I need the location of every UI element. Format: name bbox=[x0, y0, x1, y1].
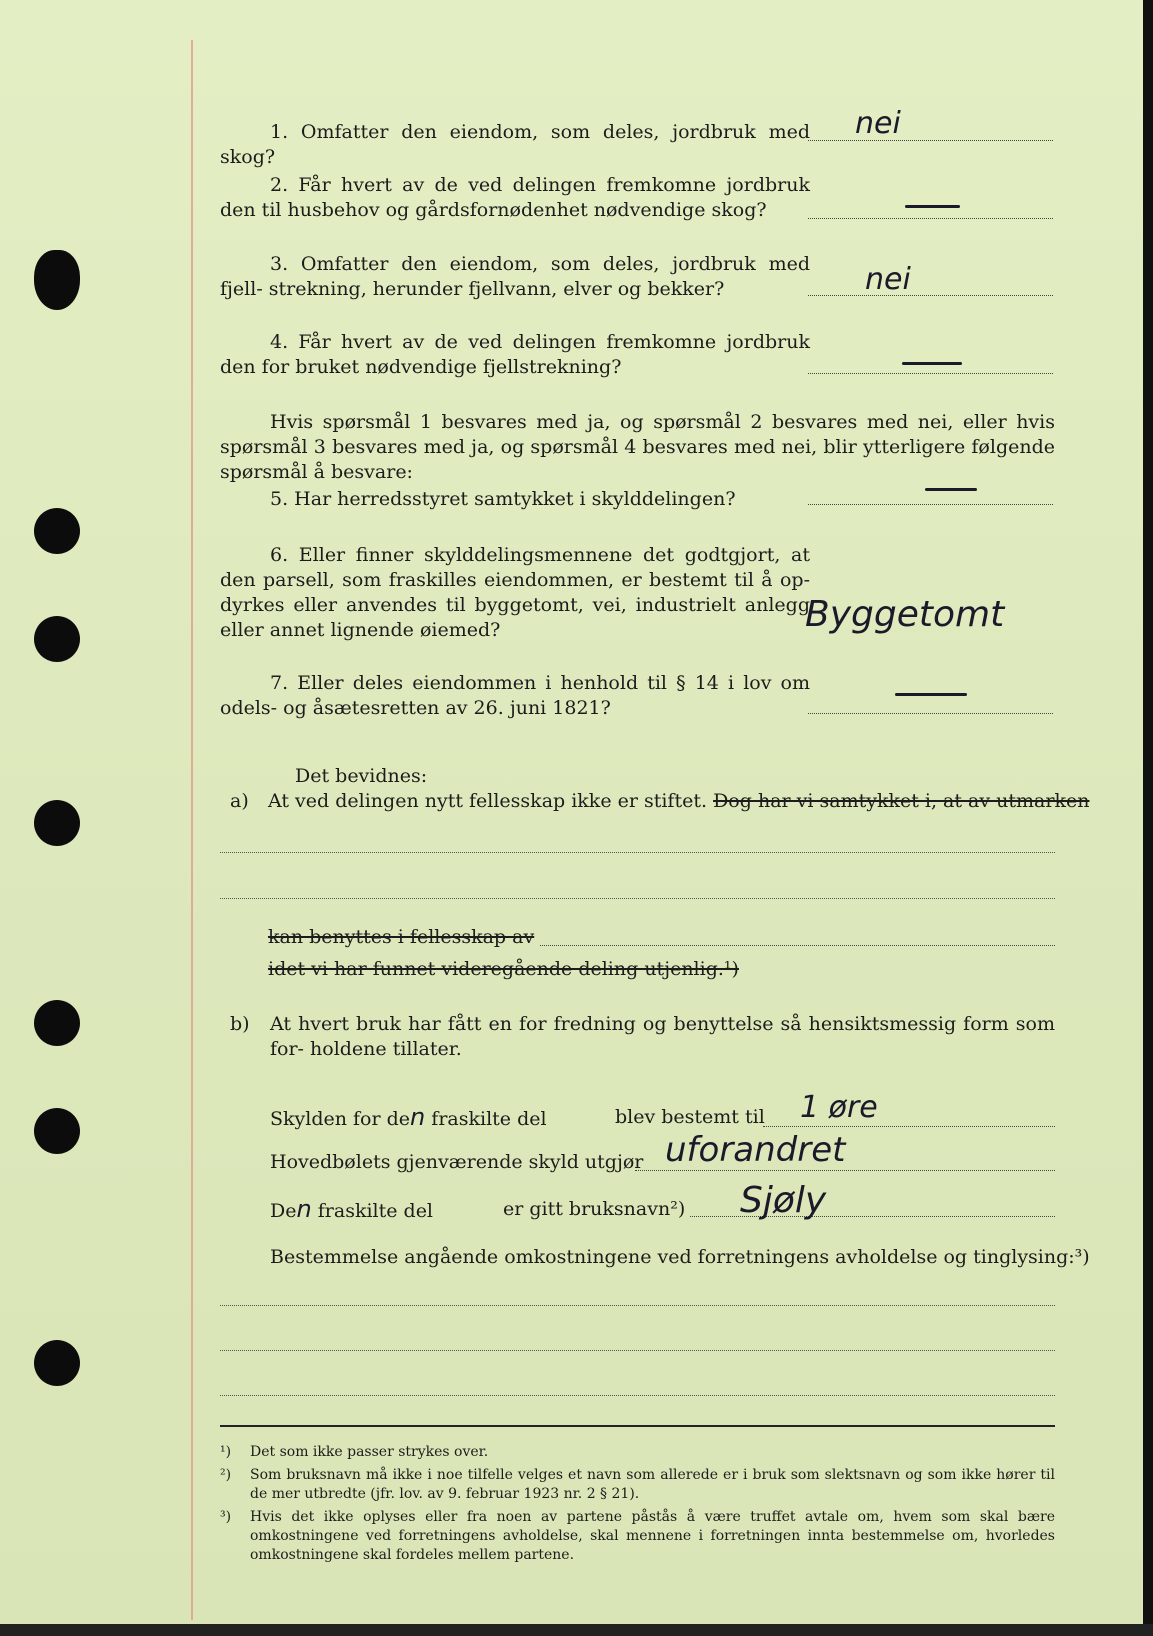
answer-5-dash bbox=[925, 488, 977, 491]
conditional-instruction: Hvis spørsmål 1 besvares med ja, og spørsmål 2 besvares med nei, eller hvis spørsmål 3 besvares med ja, og spørsmål 4 besvares med nei, blir ytterligere følgende spørsmål å besvare: bbox=[220, 411, 1055, 483]
struck-line-1: kan benyttes i fellesskap av bbox=[268, 926, 535, 948]
punch-hole bbox=[34, 616, 80, 662]
punch-hole bbox=[34, 1340, 80, 1386]
question-1: 1. Omfatter den eiendom, som deles, jordbruk med skog? bbox=[220, 121, 810, 168]
answer-2-dash bbox=[905, 205, 960, 208]
answer-line-1 bbox=[808, 140, 1053, 141]
attest-a-label: a) bbox=[230, 790, 249, 812]
punch-hole bbox=[34, 1108, 80, 1154]
footnote-separator bbox=[220, 1425, 1055, 1427]
footnote-3: ³) Hvis det ikke oplyses eller fra noen av partene påstås å være truffet avtale om, hvem som skal bære omkostningene ved forretningens avholdelse, skal mennene i forretningen innta bestemmelse om, hvorledes omkostningene skal fordeles mellem partene. bbox=[220, 1509, 1055, 1563]
hoved-value: uforandret bbox=[665, 1130, 846, 1170]
scan-border-right bbox=[1143, 0, 1153, 1636]
answer-4-dash bbox=[902, 362, 962, 365]
answer-6: Byggetomt bbox=[805, 594, 1005, 635]
punch-hole bbox=[34, 508, 80, 554]
question-4: 4. Får hvert av de ved delingen fremkomne jordbruk den for bruket nødvendige fjellstrekning? bbox=[220, 331, 810, 378]
attest-a-text: At ved delingen nytt fellesskap ikke er stiftet. Dog har vi samtykket i, at av utmarken bbox=[268, 790, 1090, 812]
punch-hole bbox=[34, 800, 80, 846]
answer-3: nei bbox=[865, 262, 911, 297]
question-3: 3. Omfatter den eiendom, som deles, jordbruk med fjell- strekning, herunder fjellvann, elver og bekker? bbox=[220, 253, 810, 300]
navn-label: Den fraskilte del bbox=[270, 1195, 434, 1223]
skyld-line bbox=[763, 1126, 1055, 1127]
punch-hole bbox=[34, 250, 80, 310]
hoved-label: Hovedbølets gjenværende skyld utgjør bbox=[270, 1151, 644, 1173]
margin-line bbox=[191, 40, 193, 1620]
question-7: 7. Eller deles eiendommen i henhold til § 14 i lov om odels- og åsætesretten av 26. juni 1821? bbox=[220, 672, 810, 719]
blank-line bbox=[220, 1305, 1055, 1306]
question-2: 2. Får hvert av de ved delingen fremkomne jordbruk den til husbehov og gårdsfornødenhet nødvendige skog? bbox=[220, 174, 810, 221]
skyld-value: 1 øre bbox=[800, 1090, 878, 1125]
skyld-label-2: blev bestemt til bbox=[615, 1106, 765, 1128]
attest-heading: Det bevidnes: bbox=[295, 765, 428, 787]
blank-line bbox=[540, 945, 1055, 946]
question-6: 6. Eller finner skylddelingsmennene det godtgjort, at den parsell, som fraskilles eiendommen, er bestemt til å op- dyrkes eller anvendes til byggetomt, vei, industrielt anlegg eller annet lignende øiemed? bbox=[220, 544, 810, 641]
skyld-label: Skylden for den fraskilte del bbox=[270, 1103, 547, 1131]
attest-b-text: At hvert bruk har fått en for fredning og benyttelse så hensiktsmessig form som for- holdene tillater. bbox=[270, 1013, 1055, 1060]
footnote-1: ¹) Det som ikke passer strykes over. bbox=[220, 1444, 489, 1460]
answer-line-4 bbox=[808, 373, 1053, 374]
answer-line-5 bbox=[808, 504, 1053, 505]
attest-a-struck: Dog har vi samtykket i, at av utmarken bbox=[713, 790, 1090, 812]
attest-b-label: b) bbox=[230, 1013, 250, 1035]
navn-value: Sjøly bbox=[740, 1180, 827, 1221]
answer-line-7 bbox=[808, 713, 1053, 714]
blank-line bbox=[220, 898, 1055, 899]
footnote-2: ²) Som bruksnavn må ikke i noe tilfelle velges et navn som allerede er i bruk som slektsnavn og som ikke hører til de mer utbredte (jfr. lov. av 9. februar 1923 nr. 2 § 21). bbox=[220, 1467, 1055, 1502]
punch-hole bbox=[34, 1000, 80, 1046]
scan-border-bottom bbox=[0, 1624, 1153, 1636]
struck-line-2: idet vi har funnet videregående deling utjenlig.¹) bbox=[268, 958, 739, 980]
question-5: 5. Har herredsstyret samtykket i skylddelingen? bbox=[270, 488, 736, 510]
blank-line bbox=[220, 1350, 1055, 1351]
blank-line bbox=[220, 852, 1055, 853]
navn-label-2: er gitt bruksnavn²) bbox=[503, 1198, 686, 1220]
bestemmelse-label: Bestemmelse angående omkostningene ved forretningens avholdelse og tinglysing:³) bbox=[270, 1246, 1090, 1268]
answer-line-3 bbox=[808, 295, 1053, 296]
answer-1: nei bbox=[855, 106, 901, 141]
answer-line-2 bbox=[808, 218, 1053, 219]
answer-7-dash bbox=[895, 693, 967, 696]
hoved-line bbox=[635, 1170, 1055, 1171]
blank-line bbox=[220, 1395, 1055, 1396]
